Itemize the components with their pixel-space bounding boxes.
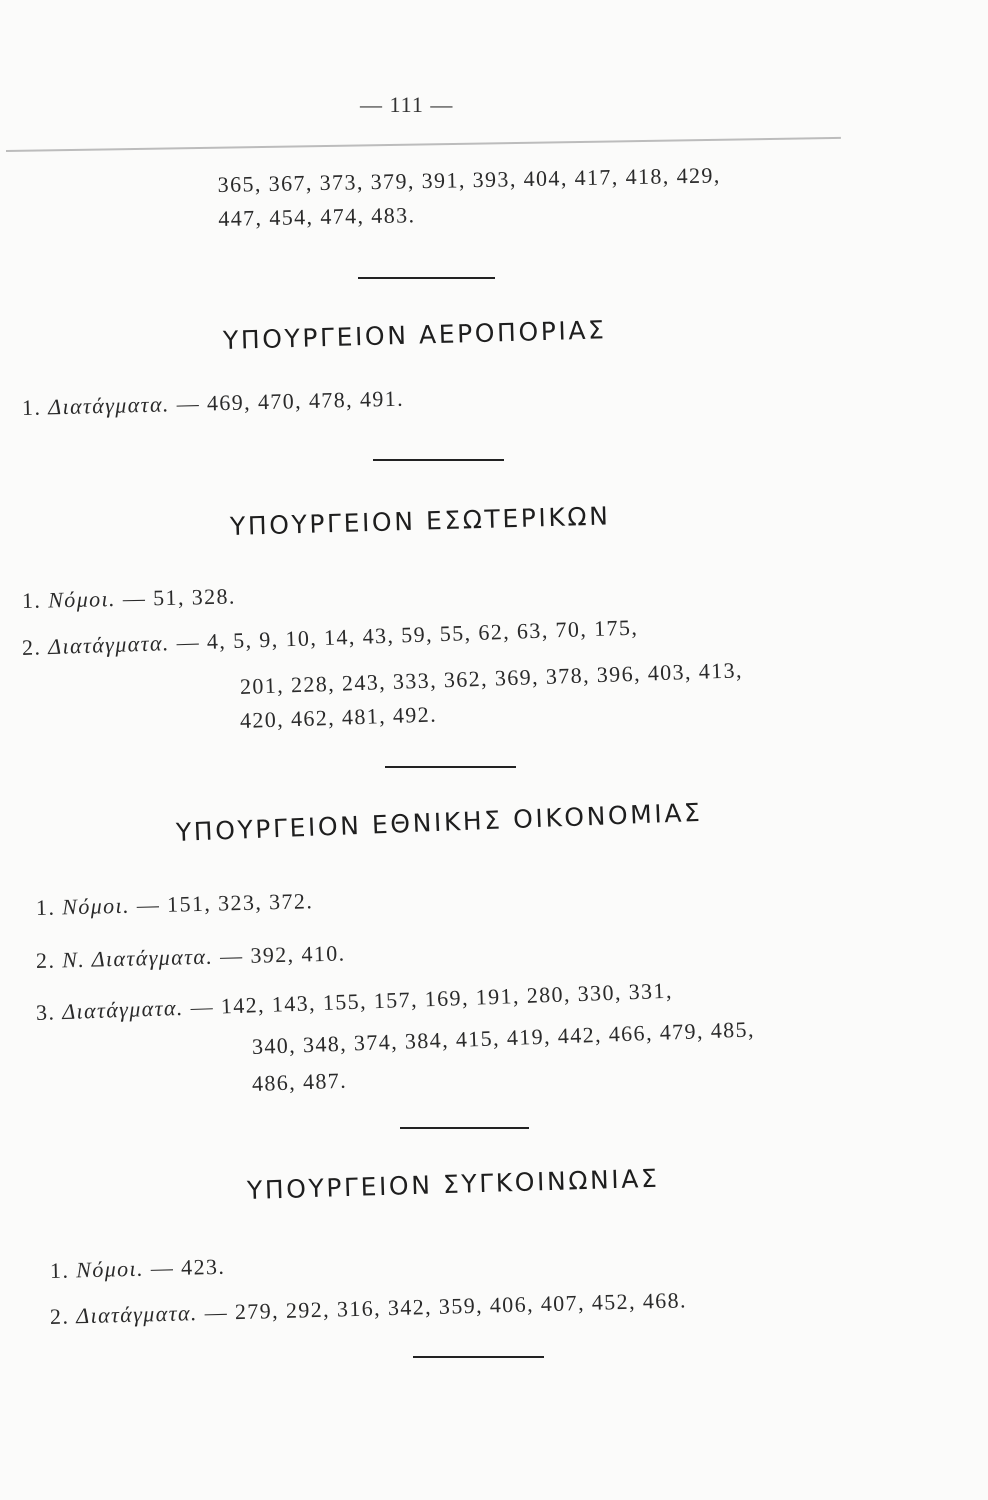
- entry: [36, 936, 346, 978]
- intro-continuation: [217, 158, 721, 236]
- entry-values: — 51, 328.: [122, 583, 237, 611]
- entry-label: Νόμοι.: [47, 586, 117, 613]
- section-title: ΥΠΟΥΡΓΕΙΟΝ ΕΣΩΤΕΡΙΚΩΝ: [229, 501, 611, 541]
- entry: [50, 1283, 688, 1334]
- entry: [50, 1250, 226, 1288]
- entry-values: — 151, 323, 372.: [136, 888, 314, 918]
- section-separator: [373, 459, 504, 461]
- section-separator: [400, 1127, 529, 1129]
- entry: [36, 884, 314, 925]
- entry-number: 1.: [49, 1257, 70, 1283]
- section-separator: [385, 766, 516, 768]
- entry-number: 1.: [21, 587, 42, 613]
- entry-label: Διατάγματα.: [75, 1300, 199, 1329]
- entry: [22, 382, 405, 425]
- entry-label: Διατάγματα.: [47, 391, 171, 420]
- entry: [22, 580, 237, 618]
- entry-number: 2.: [35, 947, 56, 973]
- entry-values: — 4, 5, 9, 10, 14, 43, 59, 55, 62, 63, 70, 175,: [176, 614, 639, 655]
- entry-label: Διατάγματα.: [61, 994, 185, 1025]
- intro-line: 365, 367, 373, 379, 391, 393, 404, 417, 418, 429,: [217, 162, 721, 198]
- section-title: ΥΠΟΥΡΓΕΙΟΝ ΣΥΓΚΟΙΝΩΝΙΑΣ: [246, 1163, 660, 1205]
- header-rule: [6, 137, 841, 152]
- entry-continuation: 420, 462, 481, 492.: [239, 701, 438, 733]
- entry-values: — 469, 470, 478, 491.: [176, 385, 405, 417]
- page-number: — 111 —: [360, 92, 454, 117]
- section-separator: [358, 277, 495, 279]
- entry-continuation: 486, 487.: [251, 1067, 348, 1096]
- entry-label: Διατάγματα.: [47, 630, 171, 660]
- entry-values: — 142, 143, 155, 157, 169, 191, 280, 330, 331,: [190, 977, 674, 1020]
- entry-number: 2.: [49, 1303, 70, 1329]
- entry-label: Νόμοι.: [75, 1255, 145, 1283]
- entry-label: Νόμοι.: [61, 892, 131, 920]
- section-title: ΥΠΟΥΡΓΕΙΟΝ ΑΕΡΟΠΟΡΙΑΣ: [222, 315, 607, 355]
- entry-number: 3.: [35, 999, 56, 1025]
- entry-continuation: 201, 228, 243, 333, 362, 369, 378, 396, 403, 413,: [239, 657, 744, 699]
- entry-number: 1.: [35, 894, 56, 920]
- intro-line: 447, 454, 474, 483.: [218, 202, 416, 231]
- entry-number: 2.: [21, 634, 42, 660]
- entry-number: 1.: [21, 394, 42, 420]
- section-title: ΥΠΟΥΡΓΕΙΟΝ ΕΘΝΙΚΗΣ ΟΙΚΟΝΟΜΙΑΣ: [175, 797, 703, 847]
- entry-values: — 279, 292, 316, 342, 359, 406, 407, 452, 468.: [204, 1287, 688, 1325]
- entry-continuation: 340, 348, 374, 384, 415, 419, 442, 466, 479, 485,: [251, 1016, 756, 1059]
- entry-values: — 392, 410.: [219, 940, 346, 969]
- entry-label: Ν. Διατάγματα.: [61, 943, 214, 973]
- section-separator: [413, 1356, 544, 1358]
- entry-values: — 423.: [150, 1253, 226, 1281]
- entry: [21, 611, 638, 665]
